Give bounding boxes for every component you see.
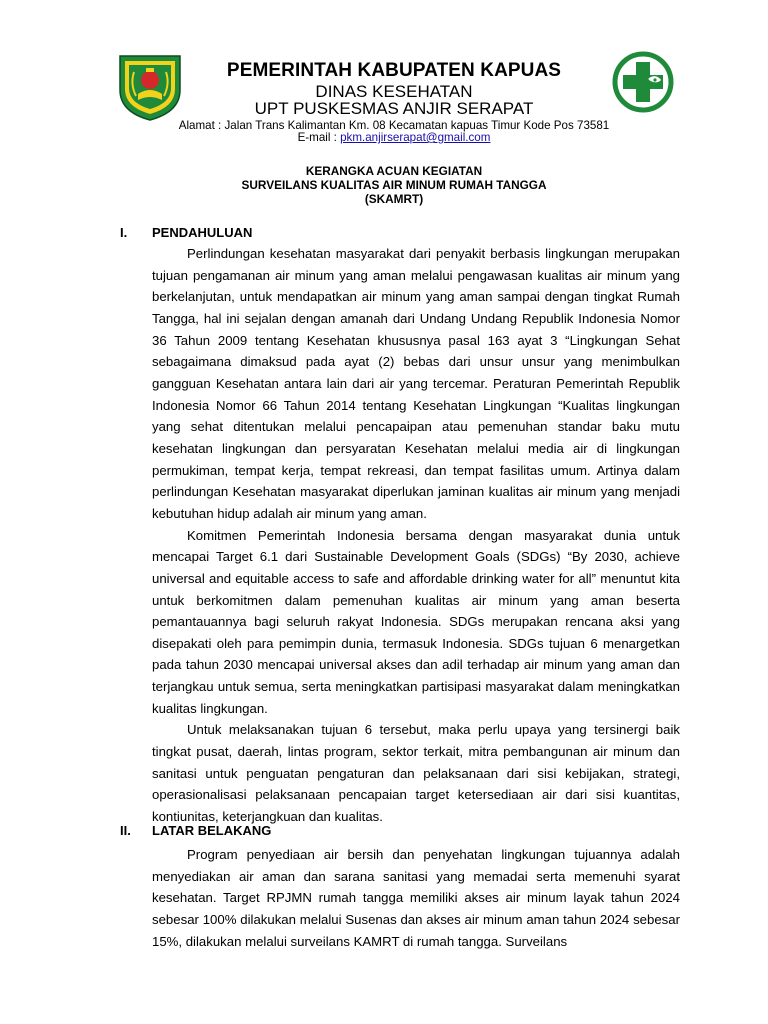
section-heading-latar-belakang: LATAR BELAKANG	[152, 823, 272, 838]
letterhead-government: PEMERINTAH KABUPATEN KAPUAS	[226, 60, 562, 81]
section-number: II.	[120, 823, 131, 838]
letterhead-address: Alamat : Jalan Trans Kalimantan Km. 08 Kecamatan kapuas Timur Kode Pos 73581	[178, 119, 610, 132]
paragraph: Komitmen Pemerintah Indonesia bersama dengan masyarakat dunia untuk mencapai Target 6.1 dari Sustainable Development Goals (SDGs) “By 2030, achieve universal and equitable access to safe and affordable drinking water for all” menuntut kita untuk berkomitmen dalam pemenuhan kualitas air minum yang aman beserta pemantauannya bagi seluruh rakyat Indonesia. SDGs merupakan rencana aksi yang disepakati oleh para pemimpin dunia, termasuk Indonesia. SDGs tujuan 6 menargetkan pada tahun 2030 mencapai universal akses dan adil terhadap air minum yang aman dan terjangkau untuk semua, serta meningkatkan partisipasi masyarakat dalam meningkatkan kualitas lingkungan.	[152, 527, 680, 716]
document-title-line-2: SURVEILANS KUALITAS AIR MINUM RUMAH TANGGA	[241, 178, 547, 192]
section-body-latar-belakang	[152, 844, 680, 952]
document-title-line-3: (SKAMRT)	[364, 192, 424, 206]
document-title-line-1: KERANGKA ACUAN KEGIATAN	[305, 164, 483, 178]
section-heading-pendahuluan: PENDAHULUAN	[152, 225, 253, 240]
paragraph: Program penyediaan air bersih dan penyehatan lingkungan tujuannya adalah menyediakan air aman dan sarana sanitasi yang memadai serta memenuhi syarat kesehatan. Target RPJMN rumah tangga memiliki akses air minum layak tahun 2024 sebesar 100% dilakukan melalui Susenas dan akses air minum aman tahun 2024 sebesar 15%, dilakukan melalui surveilans KAMRT di rumah tangga. Surveilans	[152, 847, 680, 949]
letterhead-puskesmas: UPT PUSKESMAS ANJIR SERAPAT	[254, 99, 534, 118]
section-body-pendahuluan	[152, 243, 680, 828]
email-link[interactable]: pkm.anjirserapat@gmail.com	[340, 131, 491, 144]
letterhead-email-line	[150, 131, 638, 144]
paragraph: Perlindungan kesehatan masyarakat dari penyakit berbasis lingkungan merupakan tujuan pengamanan air minum yang aman melalui pengawasan kualitas air minum yang berkelanjutan, untuk mendapatkan air minum yang aman sampai dengan tingkat Rumah Tangga, hal ini sejalan dengan amanah dari Undang Undang Republik Indonesia Nomor 36 Tahun 2009 tentang Kesehatan khususnya pasal 163 ayat 3 “Lingkungan Sehat sebagaimana dimaksud pada ayat (2) bebas dari unsur unsur yang menimbulkan gangguan Kesehatan antara lain dari air yang tercemar. Peraturan Pemerintah Republik Indonesia Nomor 66 Tahun 2014 tentang Kesehatan Lingkungan “Kualitas lingkungan yang sehat ditentukan melalui pencapaipan atau pemenuhan standar baku mutu kesehatan lingkungan dan persyaratan Kesehatan melalui media air di lingkungan permukiman, tempat kerja, tempat rekreasi, dan tempat fasilitas umum. Artinya dalam perlindungan Kesehatan masyarakat diperlukan jaminan kualitas air minum yang menjadi kebutuhan hidup adalah air minum yang aman.	[152, 246, 680, 521]
section-number: I.	[120, 225, 128, 240]
paragraph: Untuk melaksanakan tujuan 6 tersebut, maka perlu upaya yang tersinergi baik tingkat pusat, daerah, lintas program, sektor terkait, mitra pembangunan air minum dan sanitasi untuk penguatan pengaturan dan pelaksanaan dari sisi kebijakan, strategi, operasionalisasi pelaksanaan pencapaian target ketersediaan air dari sisi kuantitas, kontiunitas, keterjangkuan dan kualitas.	[152, 722, 680, 825]
email-label: E-mail :	[297, 131, 341, 144]
letterhead-department: DINAS KESEHATAN	[315, 82, 473, 101]
